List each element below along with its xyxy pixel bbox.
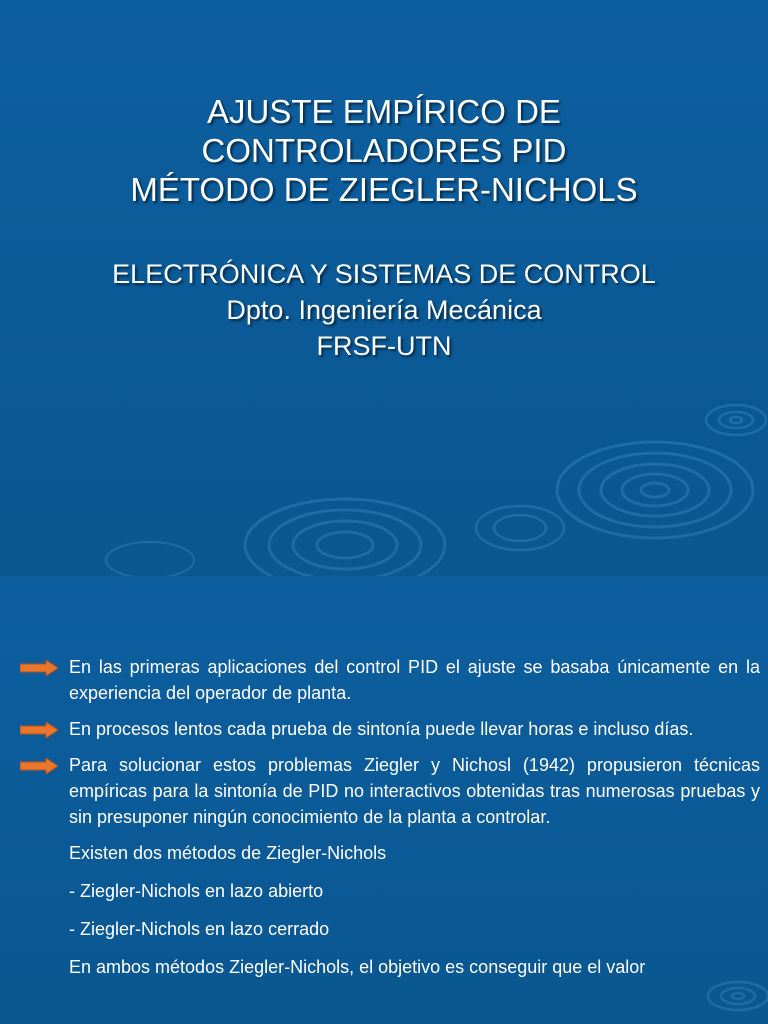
- slide-subtitle: [0, 256, 768, 364]
- bullet-text: Para solucionar estos problemas Ziegler y Nichosl (1942) propusieron técnicas empíricas para la sintonía de PID no interactivos obtenidas tras numerosas pruebas y sin presuponer ningún conocimiento de la planta a controlar.: [69, 755, 760, 827]
- text-line: En ambos métodos Ziegler-Nichols, el objetivo es conseguir que el valor: [69, 957, 646, 977]
- title-line: CONTROLADORES PID: [201, 132, 567, 169]
- slide-body: [69, 654, 760, 992]
- bullet-item: [69, 752, 760, 830]
- title-line: MÉTODO DE ZIEGLER-NICHOLS: [130, 171, 638, 208]
- bullet-text: En las primeras aplicaciones del control PID el ajuste se basaba únicamente en la experiencia del operador de planta.: [69, 657, 760, 703]
- text-line: - Ziegler-Nichols en lazo cerrado: [69, 919, 330, 939]
- subtitle-line: Dpto. Ingeniería Mecánica: [226, 295, 542, 325]
- subtitle-line: FRSF-UTN: [316, 331, 452, 361]
- text-line: Existen dos métodos de Ziegler-Nichols: [69, 843, 387, 863]
- bullet-text: En procesos lentos cada prueba de sintonía puede llevar horas e incluso días.: [69, 719, 694, 739]
- title-line: AJUSTE EMPÍRICO DE: [207, 93, 561, 130]
- right-arrow-icon: [20, 722, 58, 738]
- bullet-item: [69, 716, 760, 742]
- right-arrow-icon: [20, 758, 58, 774]
- subtitle-line: ELECTRÓNICA Y SISTEMAS DE CONTROL: [112, 259, 656, 289]
- text-line: - Ziegler-Nichols en lazo abierto: [69, 881, 324, 901]
- slide-title: [0, 92, 768, 209]
- right-arrow-icon: [20, 660, 58, 676]
- bullet-item: [69, 654, 760, 706]
- content-slide: [0, 576, 768, 1024]
